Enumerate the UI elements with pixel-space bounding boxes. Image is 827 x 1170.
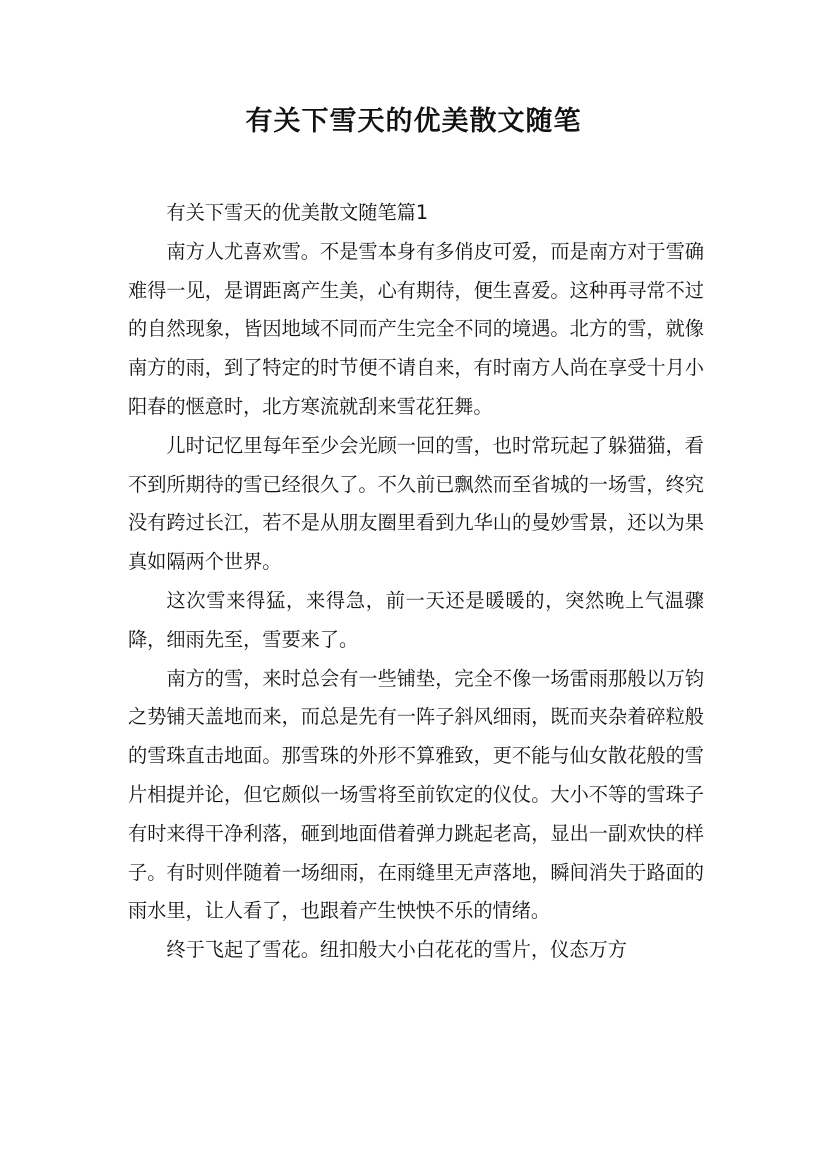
section-heading: 有关下雪天的优美散文随笔篇1 xyxy=(166,201,429,224)
document-body xyxy=(128,194,704,970)
paragraph: 这次雪来得猛，来得急，前一天还是暖暖的，突然晚上气温骤降，细雨先至，雪要来了。 xyxy=(128,588,704,651)
paragraph: 儿时记忆里每年至少会光顾一回的雪，也时常玩起了躲猫猫，看不到所期待的雪已经很久了。不久前已飘然而至省城的一场雪，终究没有跨过长江，若不是从朋友圈里看到九华山的曼妙雪景，还以为果真如隔两个世界。 xyxy=(128,433,704,574)
paragraph: 南方的雪，来时总会有一些铺垫，完全不像一场雷雨那般以万钧之势铺天盖地而来，而总是先有一阵子斜风细雨，既而夹杂着碎粒般的雪珠直击地面。那雪珠的外形不算雅致，更不能与仙女散花般的雪片相提并论，但它颇似一场雪将至前钦定的仪仗。大小不等的雪珠子有时来得干净利落，砸到地面借着弹力跳起老高，显出一副欢快的样子。有时则伴随着一场细雨，在雨缝里无声落地，瞬间消失于路面的雨水里，让人看了，也跟着产生怏怏不乐的情绪。 xyxy=(128,666,704,923)
paragraph: 终于飞起了雪花。纽扣般大小白花花的雪片，仪态万方 xyxy=(166,938,627,962)
paragraph: 南方人尤喜欢雪。不是雪本身有多俏皮可爱，而是南方对于雪确难得一见，是谓距离产生美，心有期待，便生喜爱。这种再寻常不过的自然现象，皆因地域不同而产生完全不同的境遇。北方的雪，就像南方的雨，到了特定的时节便不请自来，有时南方人尚在享受十月小阳春的惬意时，北方寒流就刮来雪花狂舞。 xyxy=(128,239,704,418)
document-title: 有关下雪天的优美散文随笔 xyxy=(245,106,582,137)
